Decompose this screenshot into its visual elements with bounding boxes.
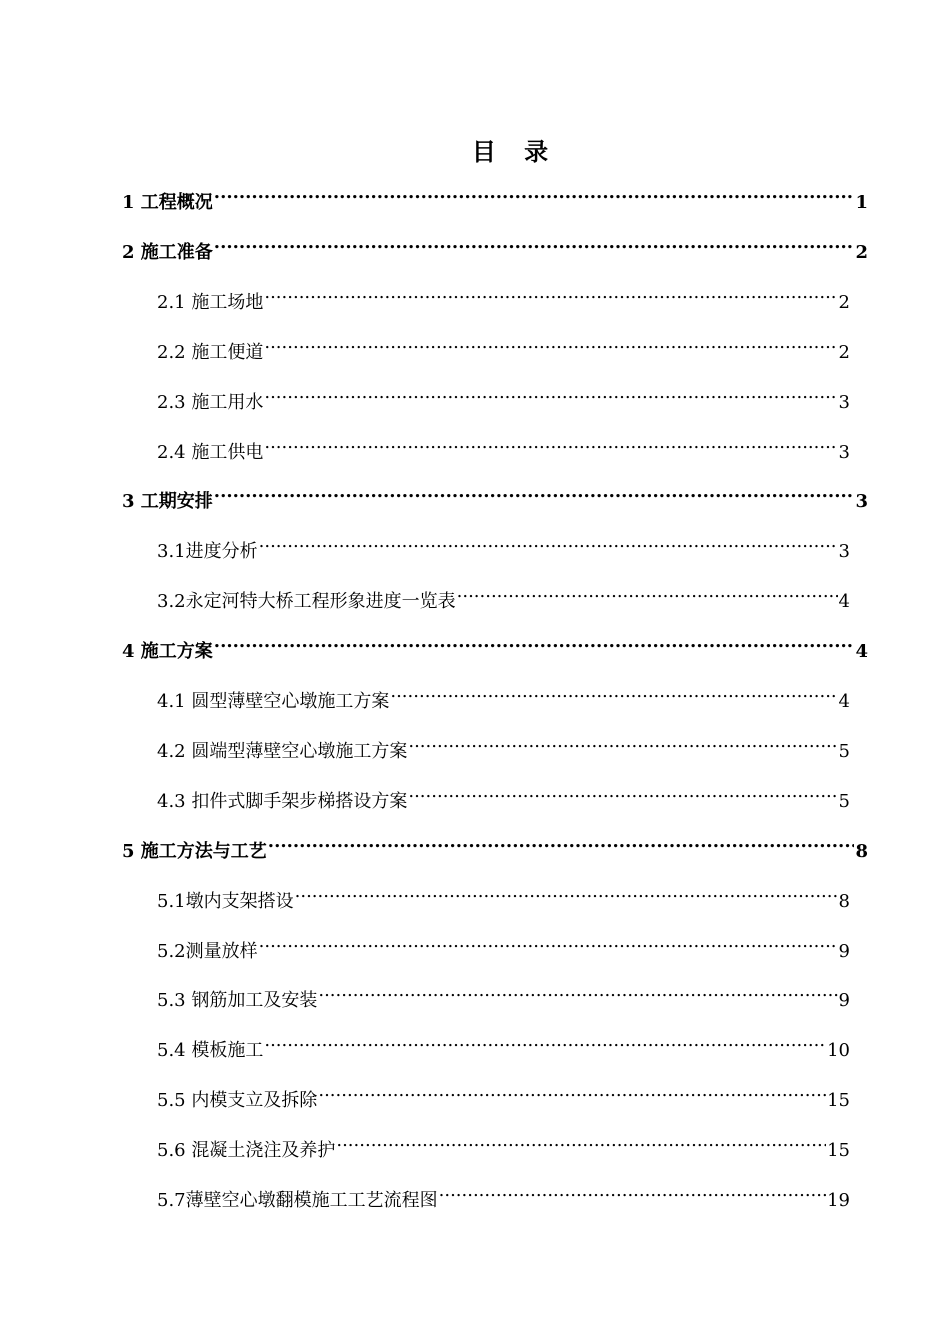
toc-leader-dots	[336, 1126, 826, 1156]
toc-entry[interactable]	[157, 278, 850, 313]
toc-entry-page-number: 2	[838, 291, 850, 313]
toc-entry[interactable]	[157, 927, 850, 962]
toc-entry[interactable]	[157, 877, 850, 912]
toc-entry-label: 3.1进度分析	[157, 541, 258, 563]
toc-entry-label: 4.2 圆端型薄壁空心墩施工方案	[157, 740, 408, 762]
toc-entry-page-number: 4	[838, 591, 850, 613]
toc-leader-dots	[264, 328, 837, 358]
toc-entry-label: 3 工期安排	[122, 491, 213, 513]
toc-entry-page-number: 9	[838, 990, 850, 1012]
toc-entry-page-number: 15	[827, 1140, 850, 1162]
toc-leader-dots	[264, 428, 837, 458]
toc-entry[interactable]	[157, 378, 850, 413]
toc-leader-dots	[408, 727, 837, 757]
toc-entry[interactable]	[157, 1076, 850, 1112]
toc-entry-page-number: 5	[838, 740, 850, 762]
toc-leader-dots	[214, 477, 855, 507]
toc-entry-page-number: 3	[855, 491, 868, 513]
toc-leader-dots	[214, 178, 855, 208]
toc-leader-dots	[264, 378, 837, 408]
toc-entry-page-number: 19	[827, 1190, 850, 1211]
toc-entry-label: 5.7薄壁空心墩翻模施工工艺流程图	[157, 1190, 438, 1211]
toc-leader-dots	[318, 1076, 826, 1106]
toc-entry-page-number: 4	[838, 691, 850, 712]
toc-entry-page-number: 4	[855, 641, 868, 663]
toc-entry[interactable]	[157, 1176, 850, 1211]
toc-leader-dots	[264, 278, 837, 308]
toc-entry[interactable]	[157, 976, 850, 1012]
toc-entry[interactable]	[157, 677, 850, 712]
toc-entry-page-number: 10	[827, 1040, 850, 1062]
toc-entry-label: 4.3 扣件式脚手架步梯搭设方案	[157, 790, 408, 812]
toc-entry-label: 2.1 施工场地	[157, 291, 264, 313]
toc-leader-dots	[259, 527, 838, 557]
toc-leader-dots	[295, 877, 838, 907]
page-title: 目 录	[471, 137, 559, 166]
toc-entry-label: 4 施工方案	[122, 641, 213, 663]
toc-entry[interactable]	[157, 1126, 850, 1162]
toc-entry-label: 2.2 施工便道	[157, 341, 264, 363]
toc-entry[interactable]	[157, 527, 850, 563]
toc-leader-dots	[408, 777, 837, 807]
toc-leader-dots	[390, 677, 837, 707]
toc-leader-dots	[268, 827, 855, 857]
toc-entry-label: 5.2测量放样	[157, 940, 258, 962]
toc-entry-page-number: 5	[838, 790, 850, 812]
toc-leader-dots	[457, 577, 838, 607]
toc-entry-page-number: 15	[827, 1090, 850, 1112]
toc-entry[interactable]	[122, 827, 868, 862]
toc-leader-dots	[214, 228, 855, 258]
toc-entry-page-number: 2	[855, 241, 868, 263]
toc-entry-page-number: 2	[838, 341, 850, 363]
toc-entry-page-number: 9	[838, 940, 850, 962]
toc-entry-label: 5 施工方法与工艺	[122, 840, 267, 862]
toc-entry-label: 2.3 施工用水	[157, 391, 264, 413]
toc-leader-dots	[214, 627, 855, 657]
toc-entry-page-number: 1	[855, 192, 868, 213]
toc-entry[interactable]	[122, 228, 868, 263]
toc-entry-label: 4.1 圆型薄壁空心墩施工方案	[157, 691, 390, 712]
toc-entry-label: 2 施工准备	[122, 241, 213, 263]
toc-entry-label: 5.6 混凝土浇注及养护	[157, 1140, 336, 1162]
toc-entry-label: 2.4 施工供电	[157, 441, 264, 463]
toc-entry-label: 5.3 钢筋加工及安装	[157, 990, 318, 1012]
toc-entry-label: 5.1墩内支架搭设	[157, 890, 294, 912]
toc-entry-page-number: 3	[838, 541, 850, 563]
toc-entry[interactable]	[157, 577, 850, 613]
toc-entry-page-number: 3	[838, 391, 850, 413]
toc-entry-page-number: 3	[838, 441, 850, 463]
toc-entry[interactable]	[122, 627, 868, 663]
toc-entry[interactable]	[157, 777, 850, 812]
toc-entry[interactable]	[157, 727, 850, 762]
toc-entry-page-number: 8	[855, 840, 868, 862]
toc-entry-label: 5.4 模板施工	[157, 1040, 264, 1062]
toc-entry[interactable]	[157, 328, 850, 363]
toc-entry[interactable]	[157, 1026, 850, 1062]
toc-leader-dots	[439, 1176, 826, 1206]
toc-entry-label: 3.2永定河特大桥工程形象进度一览表	[157, 591, 456, 613]
toc-entry[interactable]	[157, 428, 850, 463]
toc-leader-dots	[318, 976, 837, 1006]
toc-entry-label: 5.5 内模支立及拆除	[157, 1090, 318, 1112]
toc-leader-dots	[264, 1026, 826, 1056]
toc-leader-dots	[259, 927, 838, 957]
toc-entry-page-number: 8	[838, 890, 850, 912]
toc-entry[interactable]	[122, 178, 868, 213]
toc-entry[interactable]	[122, 477, 868, 513]
toc-entry-label: 1 工程概况	[122, 192, 213, 213]
